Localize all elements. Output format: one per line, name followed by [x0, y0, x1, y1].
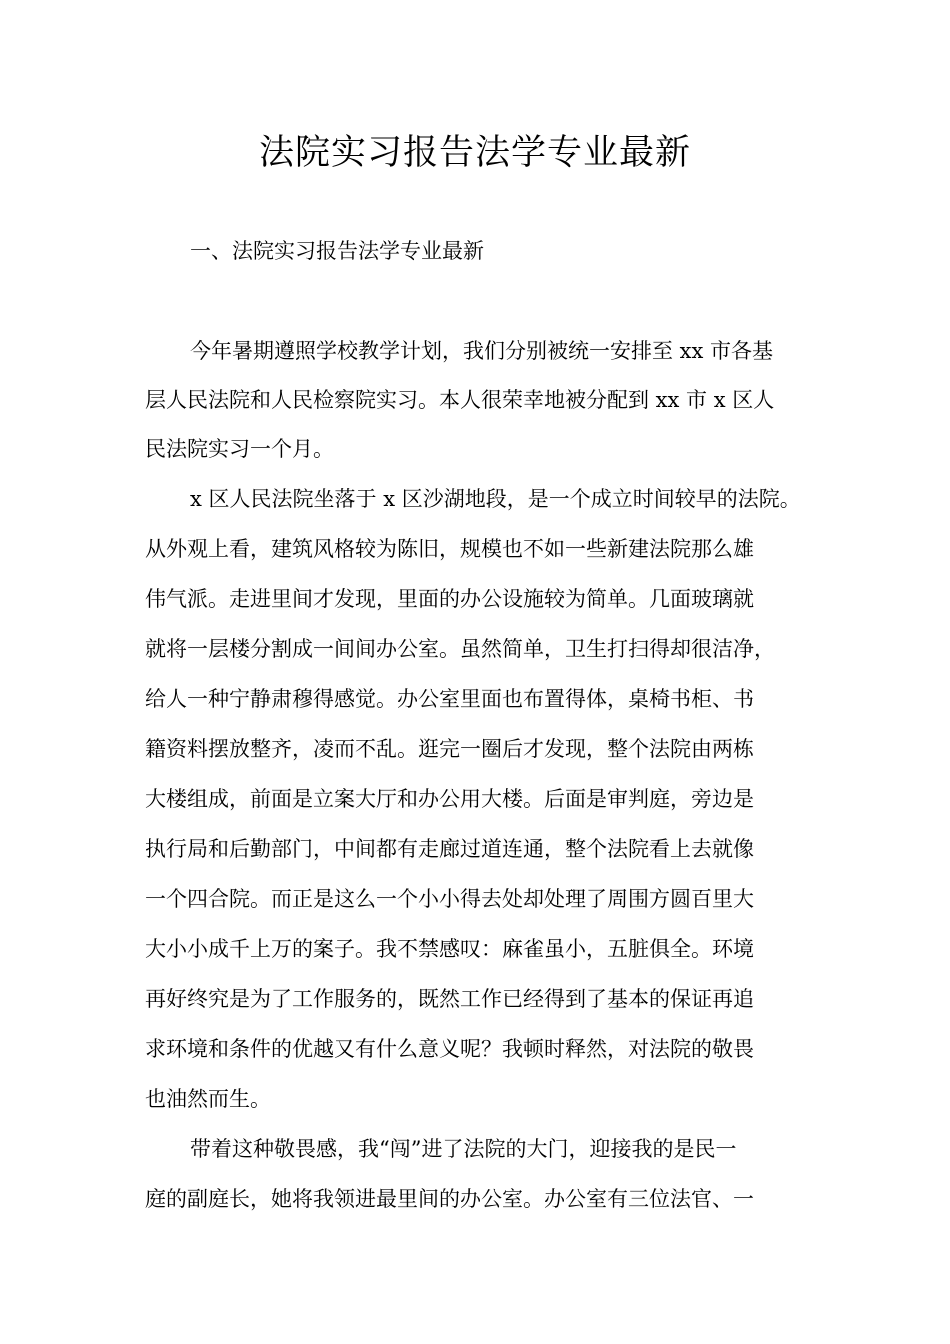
section-heading: 一、法院实习报告法学专业最新 [190, 239, 484, 263]
paragraph-line: 层人民法院和人民检察院实习。本人很荣幸地被分配到 xx 市 x 区人 [145, 388, 775, 412]
paragraph-line: 再好终究是为了工作服务的，既然工作已经得到了基本的保证再追 [145, 987, 754, 1011]
paragraph-line: 庭的副庭长，她将我领进最里间的办公室。办公室有三位法官、一 [145, 1187, 754, 1211]
paragraph-line: 今年暑期遵照学校教学计划，我们分别被统一安排至 xx 市各基 [190, 339, 774, 363]
paragraph-line: 求环境和条件的优越又有什么意义呢？我顿时释然，对法院的敬畏 [145, 1037, 754, 1061]
paragraph-line: 一个四合院。而正是这么一个小小得去处却处理了周围方圆百里大 [145, 887, 754, 911]
paragraph-line: 也油然而生。 [145, 1087, 271, 1111]
paragraph-line: x 区人民法院坐落于 x 区沙湖地段，是一个成立时间较早的法院。 [190, 487, 801, 511]
paragraph-line: 大小小成千上万的案子。我不禁感叹：麻雀虽小，五脏俱全。环境 [145, 937, 754, 961]
paragraph-line: 就将一层楼分割成一间间办公室。虽然简单，卫生打扫得却很洁净， [145, 637, 775, 661]
paragraph-line: 大楼组成，前面是立案大厅和办公用大楼。后面是审判庭，旁边是 [145, 787, 754, 811]
paragraph-line: 籍资料摆放整齐，凌而不乱。逛完一圈后才发现，整个法院由两栋 [145, 737, 754, 761]
paragraph-line: 执行局和后勤部门，中间都有走廊过道连通，整个法院看上去就像 [145, 837, 754, 861]
paragraph-line: 伟气派。走进里间才发现，里面的办公设施较为简单。几面玻璃就 [145, 587, 754, 611]
paragraph-line: 民法院实习一个月。 [145, 437, 334, 461]
paragraph-line: 带着这种敬畏感，我“闯”进了法院的大门，迎接我的是民一 [190, 1137, 737, 1161]
paragraph-line: 给人一种宁静肃穆得感觉。办公室里面也布置得体，桌椅书柜、书 [145, 687, 754, 711]
paragraph-line: 从外观上看，建筑风格较为陈旧，规模也不如一些新建法院那么雄 [145, 537, 754, 561]
document-title: 法院实习报告法学专业最新 [258, 133, 691, 173]
